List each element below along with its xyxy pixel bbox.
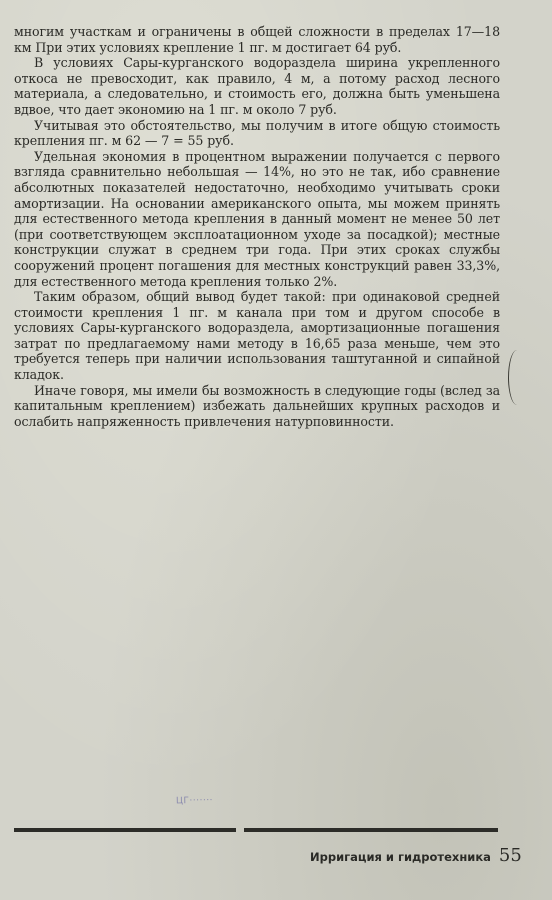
paragraph-4: Удельная экономия в процентном выражении получается с первого взгляда сравнительно небольшая — 14%, но это не так, ибо сравнение абсолютных показателей недостаточно, необходимо учитывать сроки амортизации. На основании американского опыта, мы можем принять для естественного метода крепления в данный момент не менее 50 лет (при соответствующем эксплоатационном уходе за посадкой); местные конструкции служат в среднем три года. При этих сроках службы сооружений процент погашения для местных конструкций равен 33,3%, для естественного метода крепления только 2%. (14, 148, 500, 289)
margin-bracket-mark (508, 350, 523, 405)
page-footer (310, 845, 522, 866)
page-number: 55 (498, 845, 522, 866)
paragraph-5: Таким образом, общий вывод будет такой: при одинаковой средней стоимости крепления 1 пг. м канала при том и другом способе в условиях Сары-курганского водораздела, амортизационные погашения затрат по предлагаемому нами методу в 16,65 раза меньше, чем это требуется теперь при наличии использования таштуганной и сипайной кладок. (14, 289, 500, 383)
paragraph-3: Учитывая это обстоятельство, мы получим в итоге общую стоимость крепления пг. м 62 — 7 = 55 руб. (14, 117, 500, 149)
paragraph-1: многим участкам и ограничены в общей сложности в пределах 17—18 км При этих условиях крепление 1 пг. м достигает 64 руб. (14, 24, 500, 55)
paragraph-6: Иначе говоря, мы имели бы возможность в следующие годы (вслед за капитальным креплением) избежать дальнейших крупных расходов и ослабить напряженность привлечения натурповинности. (14, 382, 500, 429)
footer-rule-right (244, 828, 498, 832)
footer-rule-left (14, 828, 236, 832)
page-body (14, 24, 500, 429)
library-stamp: ЦГ······· (175, 795, 214, 807)
paragraph-2: В условиях Сары-курганского водораздела ширина укрепленного откоса не превосходит, как правило, 4 м, а потому расход лесного материала, а следовательно, и стоимость его, должна быть уменьшена вдвое, что дает экономию на 1 пг. м около 7 руб. (14, 55, 500, 117)
journal-title: Ирригация и гидротехника (310, 850, 491, 864)
